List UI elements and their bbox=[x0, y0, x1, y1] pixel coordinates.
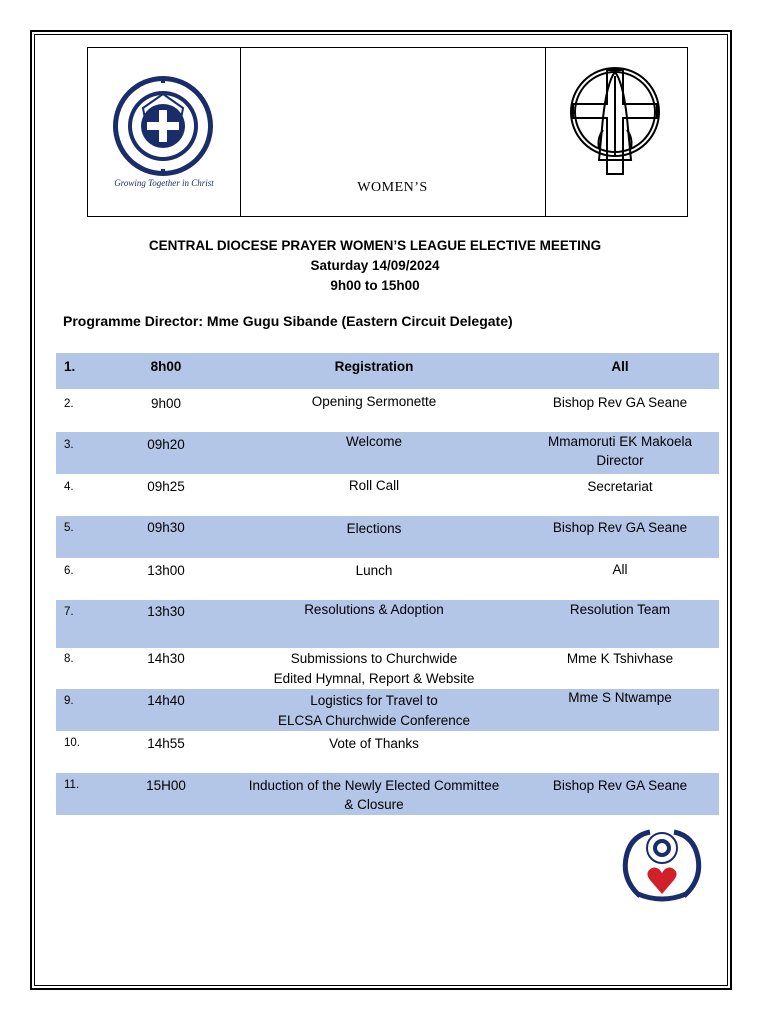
row-time: 09h30 bbox=[147, 520, 185, 535]
row-responsible-role: Director bbox=[596, 453, 644, 468]
row-item: Elections bbox=[346, 521, 402, 536]
programme-row bbox=[56, 558, 719, 600]
row-time: 14h55 bbox=[147, 736, 185, 751]
row-time: 13h30 bbox=[147, 604, 185, 619]
row-time: 09h25 bbox=[147, 479, 185, 494]
praying-hands-cross-icon bbox=[545, 48, 687, 216]
row-item: Opening Sermonette bbox=[311, 394, 437, 409]
programme-row bbox=[56, 648, 719, 689]
row-item: Registration bbox=[334, 359, 414, 374]
row-time: 8h00 bbox=[150, 359, 182, 374]
programme-row bbox=[56, 731, 719, 773]
programme-row bbox=[56, 773, 719, 815]
row-time: 14h30 bbox=[147, 651, 185, 666]
programme-row bbox=[56, 353, 719, 389]
programme-row bbox=[56, 474, 719, 516]
row-time: 09h20 bbox=[147, 437, 185, 452]
row-item: Submissions to Churchwide bbox=[290, 651, 458, 666]
row-responsible: Secretariat bbox=[587, 479, 653, 494]
header-left-cell bbox=[88, 48, 241, 216]
row-time: 14h40 bbox=[147, 693, 185, 708]
row-number: 11. bbox=[64, 779, 80, 791]
header-center-cell bbox=[240, 48, 546, 216]
row-number: 2. bbox=[64, 398, 74, 410]
row-number: 4. bbox=[64, 481, 74, 493]
heart-love-logo-icon bbox=[620, 826, 704, 902]
meeting-time: 9h00 to 15h00 bbox=[330, 278, 420, 293]
row-number: 10. bbox=[64, 737, 80, 749]
meeting-title: CENTRAL DIOCESE PRAYER WOMEN’S LEAGUE ELECTIVE MEETING bbox=[148, 238, 602, 253]
row-responsible: Bishop Rev GA Seane bbox=[552, 778, 688, 793]
row-number: 8. bbox=[64, 653, 74, 665]
row-number: 3. bbox=[64, 439, 74, 451]
programme-row bbox=[56, 516, 719, 558]
programme-row bbox=[56, 389, 719, 432]
row-responsible: Mme K Tshivhase bbox=[566, 651, 674, 666]
row-number: 1. bbox=[64, 359, 76, 374]
row-item-detail: ELCSA Churchwide Conference bbox=[277, 713, 471, 728]
programme-row bbox=[56, 432, 719, 474]
elcsa-seal-logo-icon bbox=[88, 48, 240, 216]
row-item: Lunch bbox=[355, 563, 393, 578]
row-number: 6. bbox=[64, 565, 74, 577]
row-responsible: All bbox=[611, 359, 629, 374]
header-right-cell bbox=[545, 48, 687, 216]
programme-director: Programme Director: Mme Gugu Sibande (Eastern Circuit Delegate) bbox=[63, 313, 513, 329]
row-number: 9. bbox=[64, 695, 74, 707]
womens-heading: WOMEN’S bbox=[357, 180, 428, 195]
header-table bbox=[87, 47, 688, 217]
programme-row bbox=[56, 689, 719, 731]
row-responsible: Mmamoruti EK Makoela bbox=[547, 434, 693, 449]
programme-row bbox=[56, 600, 719, 648]
row-item: Welcome bbox=[345, 434, 403, 449]
row-item: Logistics for Travel to bbox=[310, 693, 438, 708]
row-time: 9h00 bbox=[150, 396, 182, 411]
row-number: 5. bbox=[64, 522, 74, 534]
row-responsible: Bishop Rev GA Seane bbox=[552, 520, 688, 535]
row-item: Resolutions & Adoption bbox=[304, 602, 444, 617]
logo-tagline: Growing Together in Christ bbox=[114, 178, 214, 188]
row-item: Vote of Thanks bbox=[329, 736, 419, 751]
row-time: 13h00 bbox=[147, 563, 185, 578]
row-responsible: Mme S Ntwampe bbox=[568, 690, 672, 705]
row-item: Roll Call bbox=[348, 478, 400, 493]
row-responsible: Bishop Rev GA Seane bbox=[552, 395, 688, 410]
meeting-date: Saturday 14/09/2024 bbox=[310, 258, 440, 273]
row-responsible: Resolution Team bbox=[569, 602, 671, 617]
row-time: 15H00 bbox=[146, 778, 186, 793]
row-number: 7. bbox=[64, 606, 74, 618]
row-item: Induction of the Newly Elected Committee bbox=[248, 778, 500, 793]
row-responsible: All bbox=[612, 562, 628, 577]
row-item-detail: Edited Hymnal, Report & Website bbox=[273, 671, 475, 686]
meeting-title-block bbox=[60, 236, 690, 296]
row-item-detail: & Closure bbox=[344, 797, 404, 812]
